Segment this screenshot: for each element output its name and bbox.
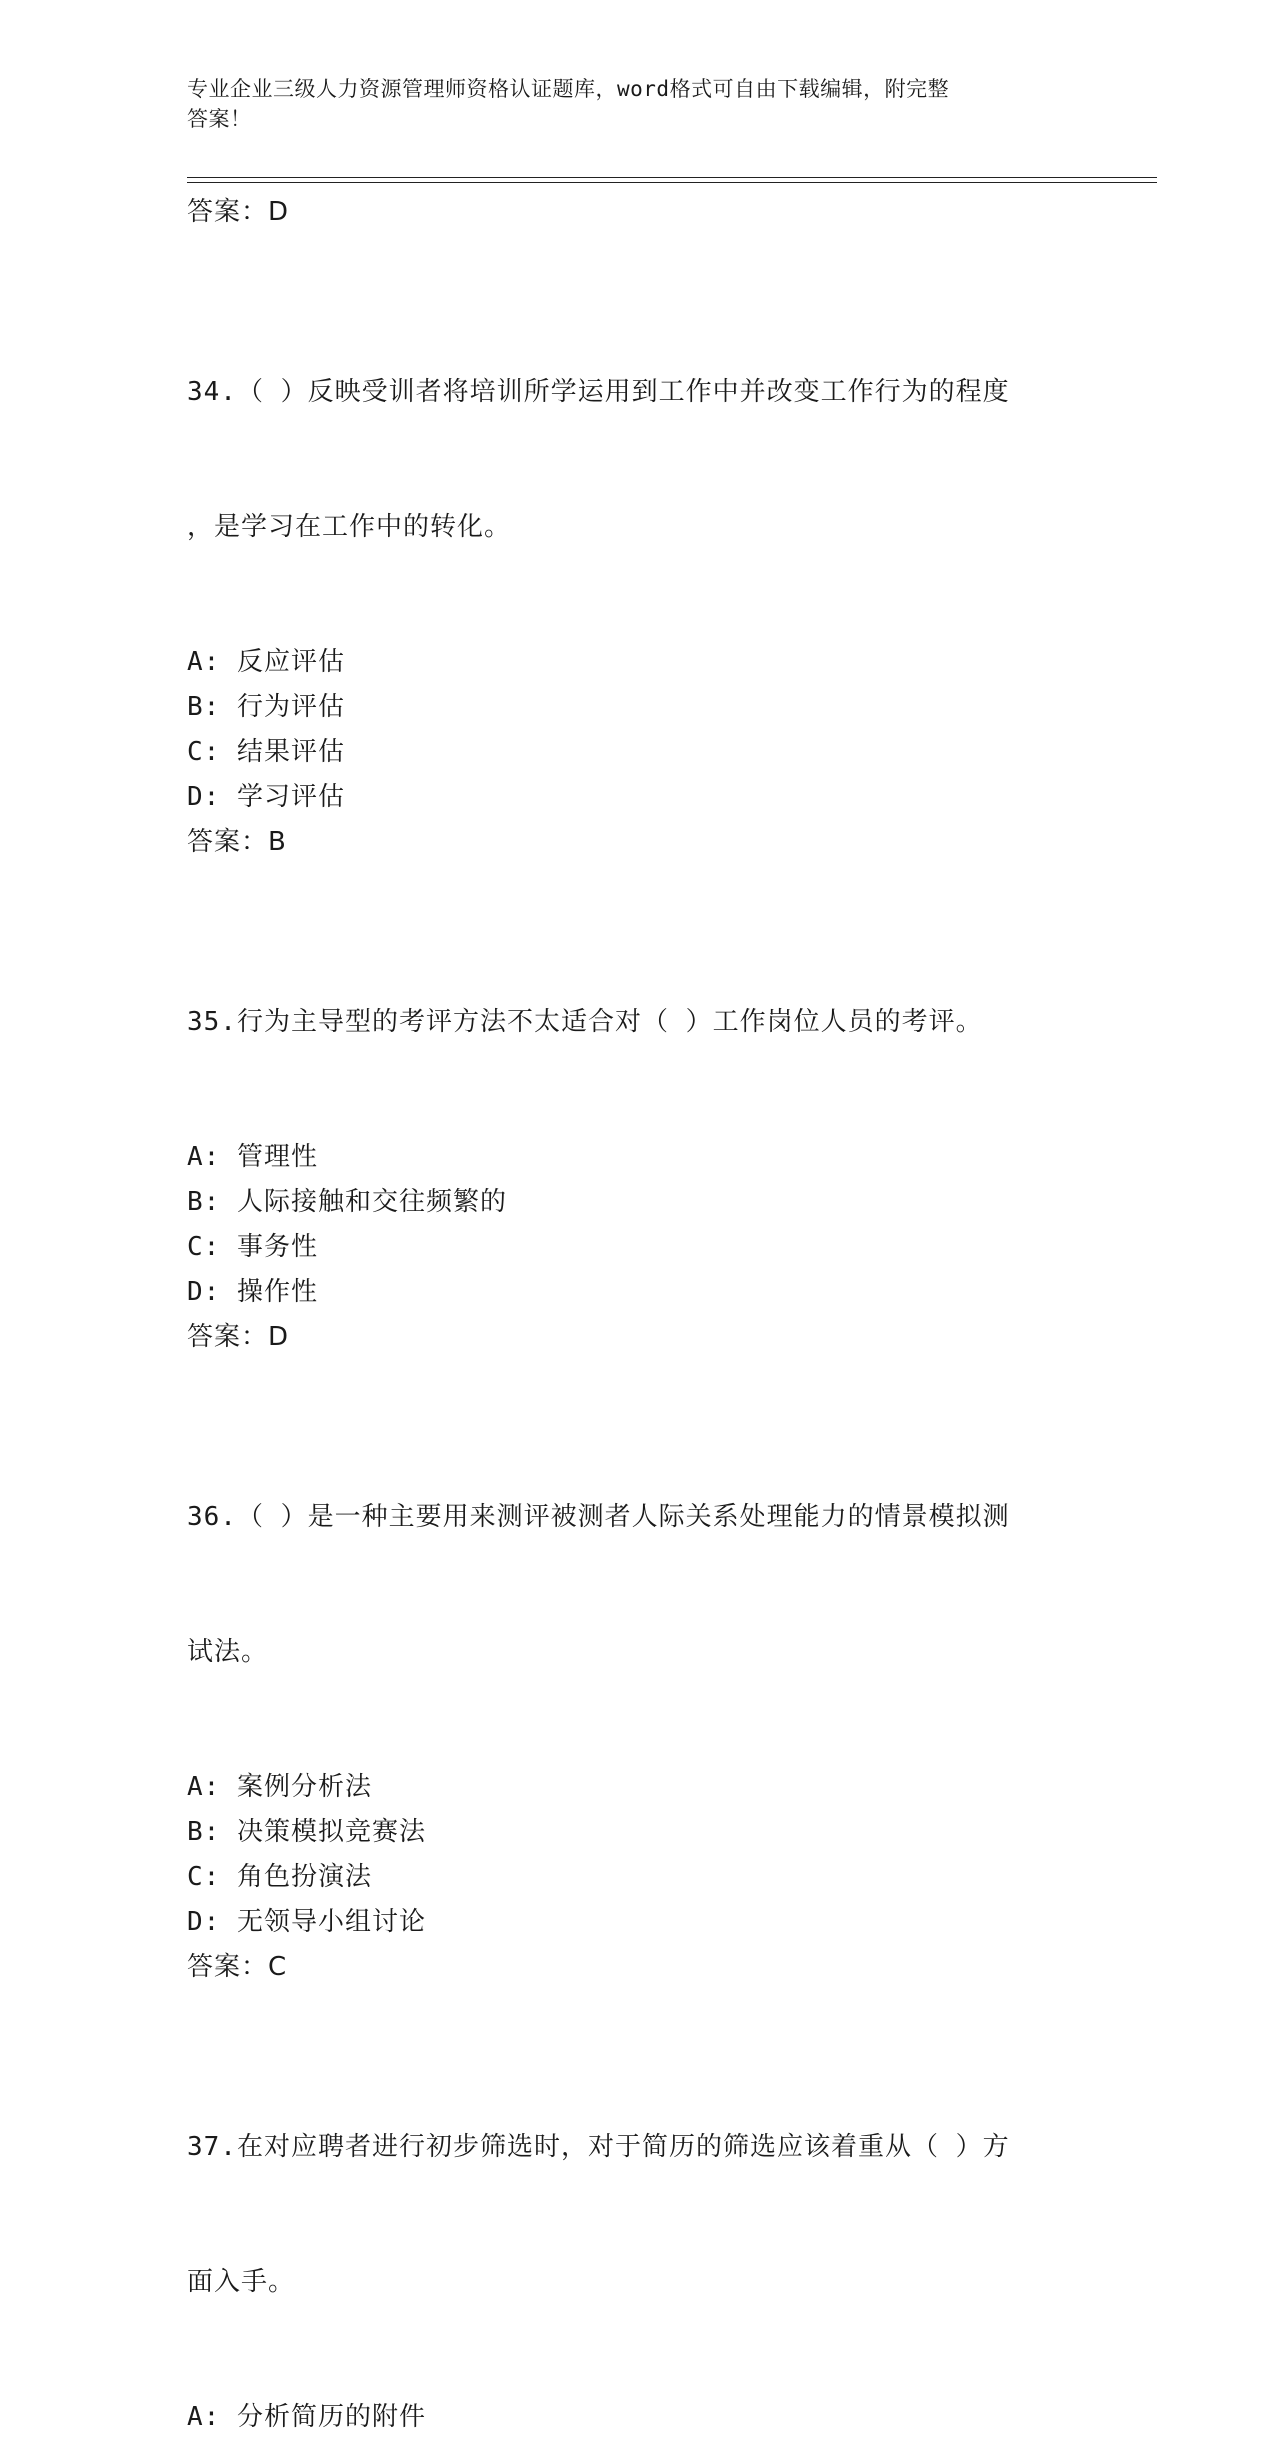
option-a: A: 管理性 xyxy=(187,1142,318,1172)
option-c: C: 结果评估 xyxy=(187,737,345,767)
option-a: A: 分析简历的附件 xyxy=(187,2402,426,2432)
header-divider-bottom xyxy=(187,182,1157,183)
question-35 xyxy=(187,910,1077,1135)
answer-line: 答案：D xyxy=(187,197,290,227)
answer-line: 答案：B xyxy=(187,827,287,857)
option-c: C: 角色扮演法 xyxy=(187,1862,372,1892)
option-c: C: 事务性 xyxy=(187,1232,318,1262)
option-b: B: 决策模拟竞赛法 xyxy=(187,1817,426,1847)
question-stem: 36.（ ）是一种主要用来测评被测者人际关系处理能力的情景模拟测 xyxy=(187,1502,1010,1532)
question-stem-continued: ，是学习在工作中的转化。 xyxy=(187,512,512,542)
question-stem: 35.行为主导型的考评方法不太适合对（ ）工作岗位人员的考评。 xyxy=(187,1007,983,1037)
document-header xyxy=(187,74,1067,134)
question-stem: 34.（ ）反映受训者将培训所学运用到工作中并改变工作行为的程度 xyxy=(187,377,1010,407)
question-list xyxy=(187,190,1077,2440)
answer-line: 答案：C xyxy=(187,1952,288,1982)
option-a: A: 反应评估 xyxy=(187,647,345,677)
option-d: D: 操作性 xyxy=(187,1277,318,1307)
header-line-2: 答案！ xyxy=(187,107,252,131)
question-stem-continued: 试法。 xyxy=(187,1637,269,1667)
header-divider-top xyxy=(187,177,1157,178)
option-a: A: 案例分析法 xyxy=(187,1772,372,1802)
option-b: B: 人际接触和交往频繁的 xyxy=(187,1187,507,1217)
answer-line: 答案：D xyxy=(187,1322,290,1352)
option-d: D: 无领导小组讨论 xyxy=(187,1907,426,1937)
question-stem-continued: 面入手。 xyxy=(187,2267,296,2297)
question-stem: 37.在对应聘者进行初步筛选时，对于简历的筛选应该着重从（ ）方 xyxy=(187,2132,1010,2162)
option-b: B: 行为评估 xyxy=(187,692,345,722)
question-36 xyxy=(187,1405,1077,1765)
question-37 xyxy=(187,2035,1077,2395)
option-d: D: 学习评估 xyxy=(187,782,345,812)
question-34 xyxy=(187,280,1077,640)
header-line-1: 专业企业三级人力资源管理师资格认证题库，word格式可自由下载编辑，附完整 xyxy=(187,77,950,101)
